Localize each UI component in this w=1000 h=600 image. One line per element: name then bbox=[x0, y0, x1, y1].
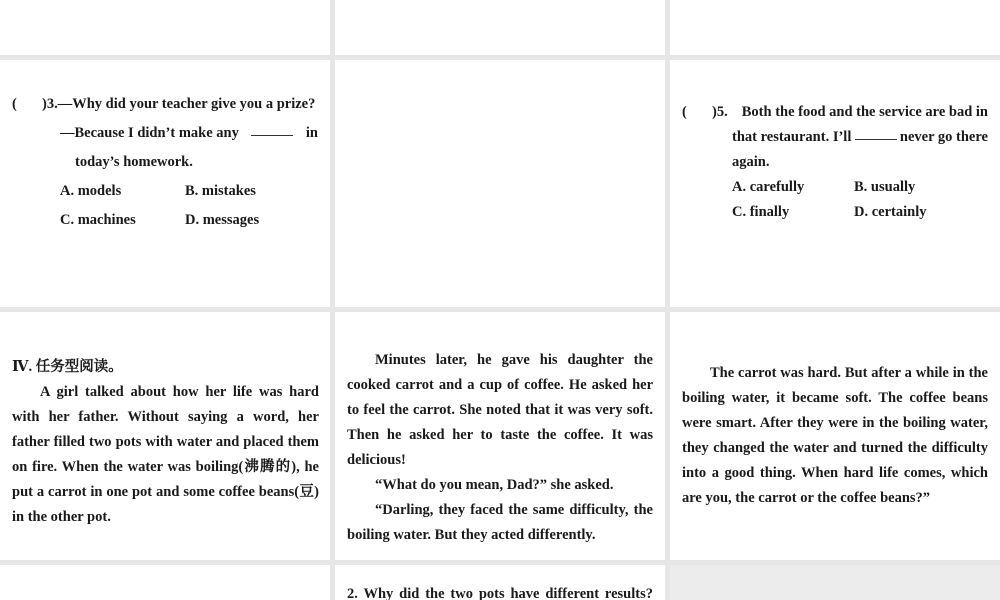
q3-answer-tail: in bbox=[305, 125, 318, 141]
q5-line1 bbox=[682, 100, 988, 125]
q5-options-row1 bbox=[682, 175, 988, 200]
passage-paragraph-5: The carrot was hard. But after a while in the boiling water, it became soft. The coffee beans were smart. After they were in the boiling water, they changed the water and turned the difficulty into a good thing. When hard life comes, which are you, the carrot or the coffee beans?” bbox=[682, 365, 988, 506]
q5-option-d: D. certainly bbox=[854, 204, 927, 220]
q3-answer-text: —Because I didn’t make any bbox=[60, 125, 239, 141]
q3-option-a: A. models bbox=[60, 183, 122, 199]
slide-cell-top-middle bbox=[335, 0, 665, 55]
q5-line3: again. bbox=[732, 154, 770, 170]
q5-question-part: that restaurant. I’ll bbox=[732, 129, 852, 145]
q3-blank bbox=[251, 121, 293, 136]
q3-line3: today’s homework. bbox=[75, 154, 193, 170]
passage-paragraph-4: “Darling, they faced the same difficulty, the boiling water. But they acted differently. bbox=[347, 502, 653, 543]
slide-question-3 bbox=[0, 60, 330, 307]
slide-cell-bottom-left bbox=[0, 565, 330, 600]
passage-paragraph-2: Minutes later, he gave his daughter the cooked carrot and a cup of coffee. He asked her to feel the carrot. She noted that it was very soft. Then he asked her to taste the coffee. It was delicious! bbox=[347, 352, 653, 468]
q3-question: —Why did your teacher give you a prize? bbox=[57, 96, 316, 112]
answer-bracket: ( bbox=[682, 104, 687, 120]
q3-option-c: C. machines bbox=[60, 212, 136, 228]
slide-cell-bottom-right bbox=[670, 565, 1000, 600]
q5-blank bbox=[855, 125, 897, 140]
slide-cell-top-right bbox=[670, 0, 1000, 55]
q5-question: Both the food and the service are bad in bbox=[741, 104, 988, 120]
q5-options-row2 bbox=[682, 200, 988, 225]
q3-line2 bbox=[12, 121, 318, 146]
q3-options-row1 bbox=[12, 179, 318, 204]
answer-bracket: ( bbox=[12, 96, 17, 112]
q5-option-b: B. usually bbox=[854, 179, 916, 195]
slide-question-5 bbox=[670, 60, 1000, 307]
slide-question-2 bbox=[335, 565, 665, 600]
section-heading: Ⅳ. 任务型阅读。 bbox=[12, 359, 123, 375]
q3-line1 bbox=[12, 92, 318, 117]
q3-option-b: B. mistakes bbox=[185, 183, 256, 199]
q5-question-tail: never go there bbox=[899, 129, 988, 145]
slide-reading-section bbox=[0, 312, 330, 560]
slide-cell-top-left bbox=[0, 0, 330, 55]
slide-reading-right bbox=[670, 312, 1000, 560]
passage-paragraph-3: “What do you mean, Dad?” she asked. bbox=[375, 477, 614, 493]
slide-reading-middle bbox=[335, 312, 665, 560]
q3-options-row2 bbox=[12, 208, 318, 233]
slide-blank-middle bbox=[335, 60, 665, 307]
q5-line2 bbox=[682, 125, 988, 150]
q3-number: )3. bbox=[42, 96, 58, 112]
passage-paragraph-1: A girl talked about how her life was hard with her father. Without saying a word, her father filled two pots with water and placed them on fire. When the water was boiling(沸腾的), he put a carrot in one pot and some coffee beans(豆) in the other pot. bbox=[12, 384, 319, 525]
q5-option-c: C. finally bbox=[732, 204, 790, 220]
q5-option-a: A. carefully bbox=[732, 179, 805, 195]
question-2-text: 2. Why did the two pots have different results? bbox=[347, 586, 653, 600]
q5-number: )5. bbox=[712, 104, 728, 120]
q3-option-d: D. messages bbox=[185, 212, 260, 228]
